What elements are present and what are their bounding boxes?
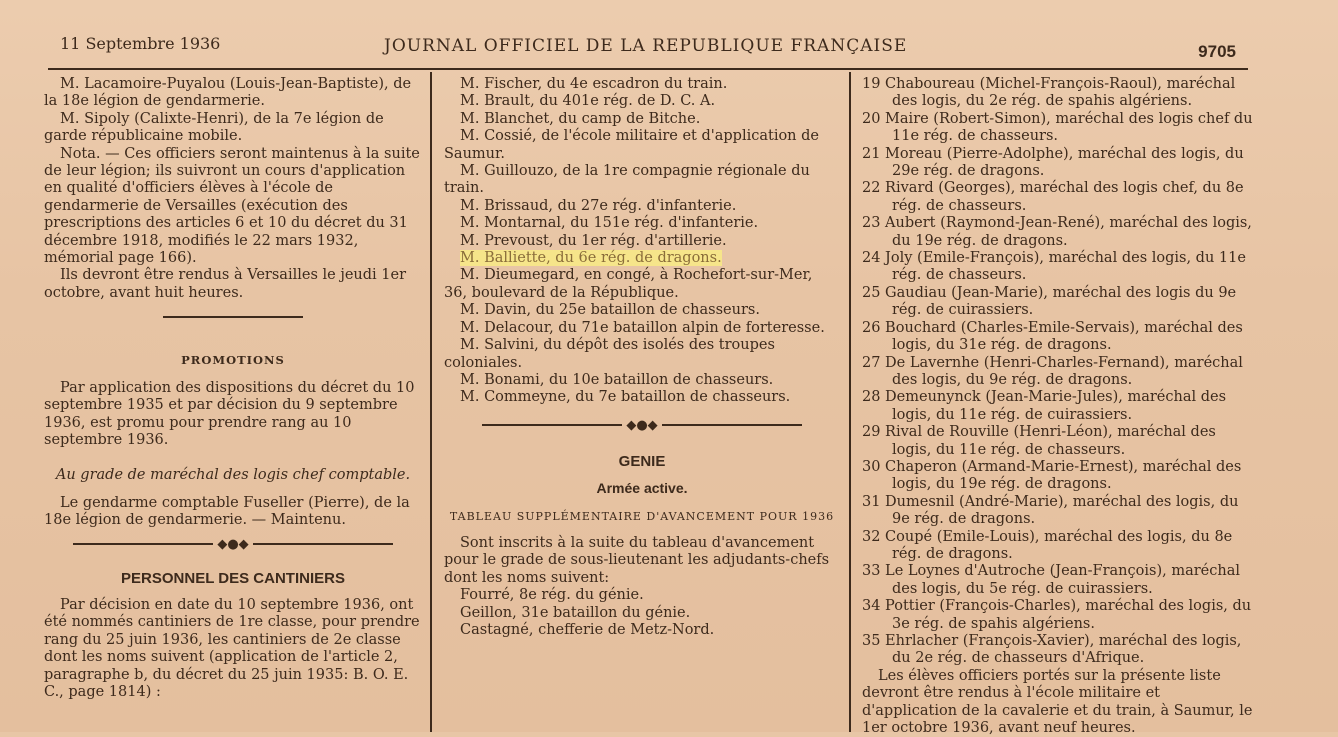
paragraph: Par décision en date du 10 septembre 1936, ont été nommés cantiniers de 1re classe, pour prendre rang du 25 juin 1936, les cantiniers de 2e classe dont les noms suivent (application de l'article 2, paragraphe b, du décret du 25 juin 1935: B. O. E. C., page 1814) : (44, 596, 420, 700)
ornament-divider: ◆●◆ (44, 538, 422, 552)
list-item-highlighted (444, 250, 840, 267)
list-item: 34 Pottier (François-Charles), maréchal des logis, du 3e rég. de spahis algériens. (862, 598, 1252, 632)
list-item: 19 Chaboureau (Michel-François-Raoul), maréchal des logis, du 2e rég. de spahis algériens. (862, 76, 1236, 110)
page-header (48, 28, 1248, 70)
list-item: 24 Joly (Emile-François), maréchal des logis, du 11e rég. de chasseurs. (862, 250, 1246, 284)
subheading-armee-active: Armée active. (596, 480, 688, 497)
section-heading-cantiniers: PERSONNEL DES CANTINIERS (121, 569, 345, 587)
section-heading-genie: GENIE (618, 452, 666, 470)
paragraph: Sont inscrits à la suite du tableau d'avancement pour le grade de sous-lieutenant les adjudants-chefs dont les noms suivent: (444, 534, 830, 586)
list-item: M. Bonami, du 10e bataillon de chasseurs. (460, 371, 774, 388)
spacer (44, 560, 422, 570)
list-item: M. Commeyne, du 7e bataillon de chasseurs. (460, 389, 791, 406)
list-item: M. Dieumegard, en congé, à Rochefort-sur-Mer, 36, boulevard de la République. (444, 267, 813, 301)
list-item: M. Brault, du 401e rég. de D. C. A. (460, 93, 716, 110)
spacer (44, 449, 422, 467)
list-item: 30 Chaperon (Armand-Marie-Ernest), maréchal des logis, du 19e rég. de dragons. (862, 458, 1242, 493)
list-item: 32 Coupé (Emile-Louis), maréchal des logis, du 8e rég. de dragons. (862, 528, 1233, 562)
list-item: 26 Bouchard (Charles-Emile-Servais), maréchal des logis, du 31e rég. de dragons. (862, 319, 1243, 354)
list-item: M. Davin, du 25e bataillon de chasseurs. (460, 302, 760, 319)
paragraph: Le gendarme comptable Fuseller (Pierre), de la 18e légion de gendarmerie. — Maintenu. (44, 494, 410, 529)
paragraph: M. Sipoly (Calixte-Henri), de la 7e légion de garde républicaine mobile. (44, 110, 384, 145)
ornament-divider: ◆●◆ (444, 419, 840, 433)
spacer (444, 470, 840, 480)
list-item: 27 De Lavernhe (Henri-Charles-Fernand), maréchal des logis, du 9e rég. de dragons. (862, 354, 1243, 388)
separator-rule (163, 316, 303, 318)
list-item: M. Blanchet, du camp de Bitche. (460, 110, 701, 127)
paragraph: M. Lacamoire-Puyalou (Louis-Jean-Baptiste), de la 18e légion de gendarmerie. (44, 76, 412, 110)
list-item: 23 Aubert (Raymond-Jean-René), maréchal des logis, du 19e rég. de dragons. (862, 215, 1252, 249)
grade-heading: Au grade de maréchal des logis chef comptable. (55, 467, 411, 484)
list-item: 28 Demeunynck (Jean-Marie-Jules), maréchal des logis, du 11e rég. de cuirassiers. (862, 389, 1227, 423)
list-item: M. Fischer, du 4e escadron du train. (460, 76, 728, 92)
header-title: JOURNAL OFFICIEL DE LA REPUBLIQUE FRANÇAISE (384, 36, 908, 56)
list-item: M. Salvini, du dépôt des isolés des troupes coloniales. (444, 337, 775, 371)
column-divider (430, 72, 432, 732)
list-item: Castagné, chefferie de Metz-Nord. (460, 621, 715, 638)
column-2 (444, 76, 840, 639)
paragraph: Nota. — Ces officiers seront maintenus à la suite de leur légion; ils suivront un cours d'application en qualité d'officiers élèves à l'école de gendarmerie de Versailles (exécution des prescriptions des articles 6 et 10 du décret du 31 décembre 1918, modifiés le 22 mars 1932, mémorial page 166). (44, 145, 420, 267)
column-3 (862, 76, 1258, 737)
list-item: Geillon, 31e bataillon du génie. (460, 604, 691, 621)
list-item: M. Delacour, du 71e bataillon alpin de forteresse. (460, 319, 825, 336)
paragraph: Ils devront être rendus à Versailles le jeudi 1er octobre, avant huit heures. (44, 267, 407, 301)
spacer (444, 498, 840, 508)
list-item: 31 Dumesnil (André-Marie), maréchal des logis, du 9e rég. de dragons. (862, 493, 1239, 528)
list-item: Fourré, 8e rég. du génie. (460, 587, 644, 604)
list-item: 21 Moreau (Pierre-Adolphe), maréchal des logis, du 29e rég. de dragons. (862, 145, 1244, 180)
list-item: 22 Rivard (Georges), maréchal des logis chef, du 8e rég. de chasseurs. (862, 180, 1244, 214)
tableau-heading: TABLEAU SUPPLÉMENTAIRE D'AVANCEMENT POUR 1936 (449, 509, 835, 523)
column-1 (44, 76, 422, 701)
list-item: M. Prevoust, du 1er rég. d'artillerie. (460, 232, 727, 249)
list-item: 29 Rival de Rouville (Henri-Léon), maréchal des logis, du 11e rég. de chasseurs. (862, 424, 1216, 458)
header-date: 11 Septembre 1936 (60, 34, 221, 53)
paragraph: Par application des dispositions du décret du 10 septembre 1935 et par décision du 9 septembre 1936, est promu pour prendre rang au 10 septembre 1936. (44, 379, 415, 448)
section-heading-promotions: PROMOTIONS (181, 353, 285, 368)
list-item: 20 Maire (Robert-Simon), maréchal des logis chef du 11e rég. de chasseurs. (862, 110, 1253, 145)
spacer (44, 587, 422, 597)
list-item: 25 Gaudiau (Jean-Marie), maréchal des logis du 9e rég. de cuirassiers. (862, 284, 1237, 319)
list-item: M. Brissaud, du 27e rég. d'infanterie. (460, 197, 737, 214)
list-item: M. Montarnal, du 151e rég. d'infanterie. (460, 215, 759, 232)
list-item: M. Cossié, de l'école militaire et d'application de Saumur. (444, 128, 819, 162)
paragraph: Les élèves officiers portés sur la présente liste devront être rendus à l'école militaire et d'application de la cavalerie et du train, à Saumur, le 1er octobre 1936, avant neuf heures. (862, 667, 1253, 737)
spacer (444, 525, 840, 535)
list-item: M. Guillouzo, de la 1re compagnie régionale du train. (444, 163, 810, 197)
list-item: 33 Le Loynes d'Autroche (Jean-François), maréchal des logis, du 5e rég. de cuirassiers. (862, 563, 1240, 597)
list-item: 35 Ehrlacher (François-Xavier), maréchal des logis, du 2e rég. de chasseurs d'Afrique. (862, 633, 1242, 667)
spacer (44, 485, 422, 495)
spacer (44, 370, 422, 380)
page-number: 9705 (1198, 42, 1236, 61)
column-divider (849, 72, 851, 732)
highlighted-text: M. Balliette, du 6e rég. de dragons. (460, 250, 722, 267)
